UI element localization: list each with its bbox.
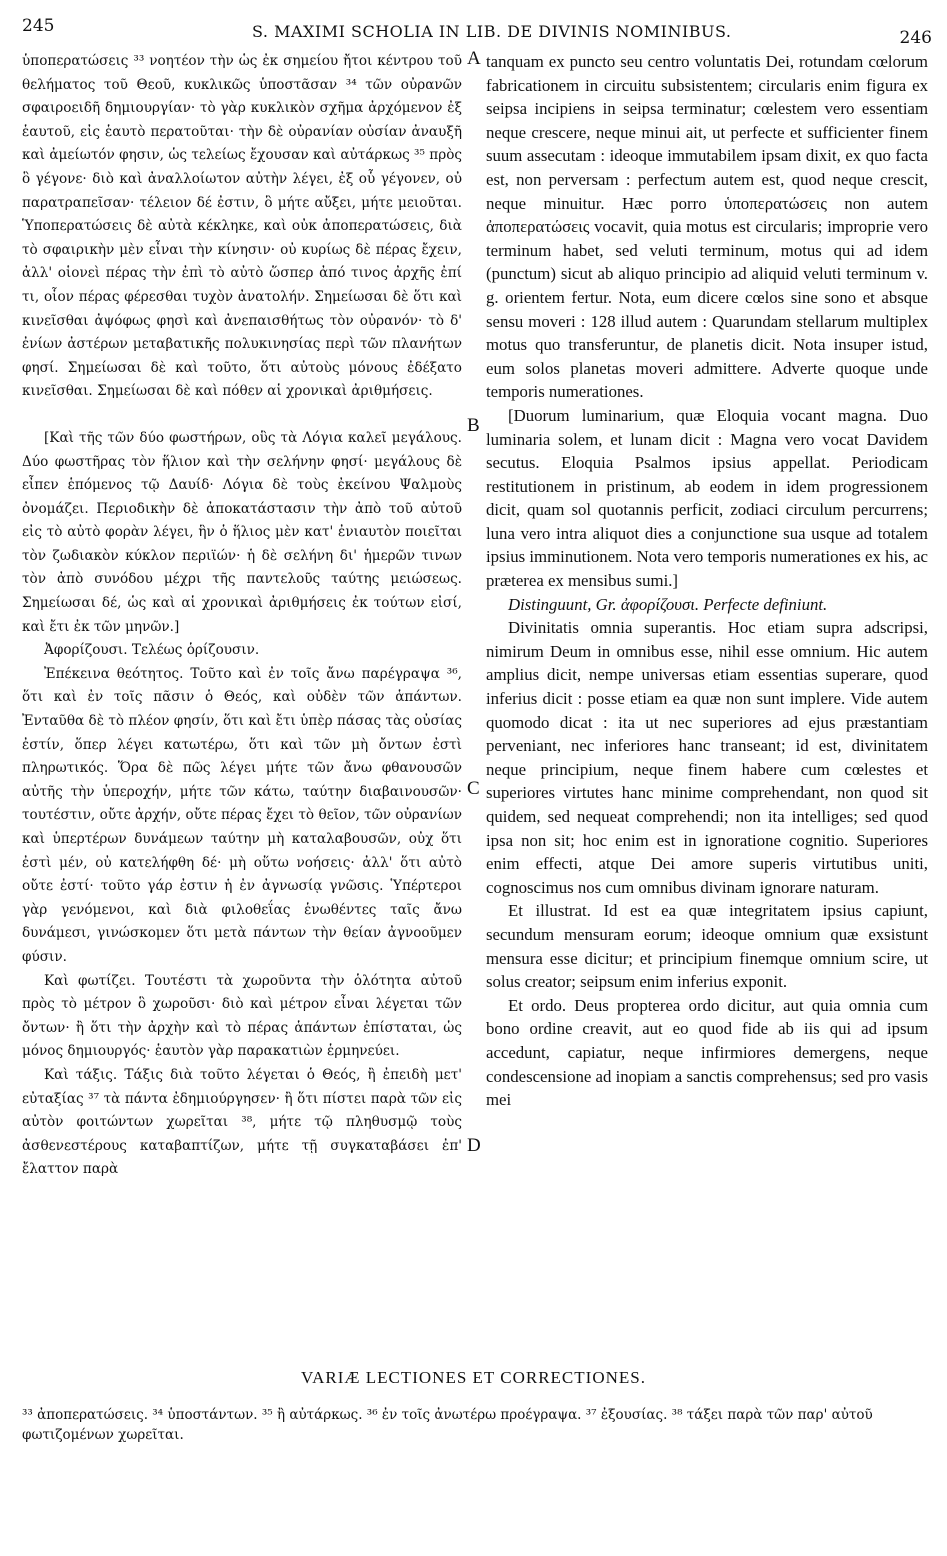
latin-column xyxy=(486,50,928,1112)
page-number-left: 245 xyxy=(22,16,55,36)
latin-paragraph-3: Distinguunt, Gr. ἀφορίζουσι. Perfecte definiunt. xyxy=(508,594,828,614)
page-header xyxy=(22,14,932,48)
running-title: S. MAXIMI SCHOLIA IN LIB. DE DIVINIS NOMINIBUS. xyxy=(252,22,732,41)
latin-paragraph-4: Divinitatis omnia superantis. Hoc etiam supra adscripsi, nimirum Deum in omnibus esse, nihil esse omnium. Hic autem amplius dicit, nempe universas etiam essentias superare, quod inferius dicit : posse etiam ea quæ non sunt implere. Vide autem quomodo dicat : ita ut nec superiores ad ejus præstantiam perveniant, nec inferiores hanc transeant; id est, divinitatem neque principium, neque finem habere cum cœlestes et superiores virtutes hanc minime comprehendant, non quod sit quidem, sed nequeat comprehendi; non ita intelliges; sed quod ipsa non sit; hoc enim est in ignoratione cognitio. Superiores enim effecti, atque Dei amore superis virtutibus uniti, cognoscimus nos cum omnibus divinam ignorare naturam. xyxy=(486,618,928,897)
greek-paragraph-3: Ἀφορίζουσι. Τελέως ὁρίζουσιν. xyxy=(44,642,260,659)
greek-paragraph-2: [Καὶ τῆς τῶν δύο φωστήρων, οὓς τὰ Λόγια καλεῖ μεγάλους. Δύο φωστῆρας τὸν ἥλιον καὶ τὴν σελήνην φησί· μεγάλους δὲ εἶπεν ἑπόμενος τῷ Δαυίδ· Λόγια δὲ τοὺς ἐκείνου Ψαλμοὺς ὀνομάζει. Περιοδικὴν δὲ ἀποκατάστασιν τὴν ἀπὸ τοῦ αὐτοῦ εἰς τὸ αὐτὸ φορὰν λέγει, ἣν ὁ ἥλιος μὲν κατ' ἐνιαυτὸν ποιεῖται τὸν ζωδιακὸν κύκλον περιϊών· ἡ δὲ σελήνη δι' ἡμερῶν τινων τὸν ἀπὸ συνόδου μέχρι τῆς παντελοῦς ταύτης μειώσεως. Σημείωσαι δέ, ὡς καὶ αἱ χρονικαὶ ἀριθμήσεις ἐκ τούτων εἰσί, καὶ ἔτι ἐκ τῶν μηνῶν.] xyxy=(22,429,462,635)
latin-paragraph-2: [Duorum luminarium, quæ Eloquia vocant magna. Duo luminaria solem, et lunam dicit : Magna vero vocat Davidem secutus. Eloquia Psalmos ipsius appellat. Periodicam restitutionem in pristinum, ab eodem in idem progressionem dicit, quam sol quotannis perficit, zodiaci circulum percurrens; luna vero intra aliquot dies a conjunctione sua usque ad totalem ipsius imminutionem. Nota vero temporis numerationes ex his, ac præterea ex mensibus sumi.] xyxy=(486,405,928,591)
margin-letter-b: B xyxy=(467,415,480,436)
latin-paragraph-5: Et illustrat. Id est ea quæ integritatem ipsius capiunt, secundum mensuram eorum; ideoque omnium quæ exsistunt mensura esse dicitur; et principium finemque omnium scire, ut solus creator; seipsum enim inferius exponit. xyxy=(486,901,928,992)
latin-paragraph-1: tanquam ex puncto seu centro voluntatis Dei, rotundam cœlorum fabricationem in circuitu subsistentem; circularis enim figura ex seipsa incipiens in seipsa terminatur; cœlestem vero essentiam neque crescere, neque minui ait, ut perfecte et sufficienter finem suum assecutam : ideoque immutabilem ipsam dixit, ex quo facta est, non perversam : perfectum autem est, quod neque crescit, neque minuitur. Hæc porro ὑποπερατώσεις non autem ἀποπερατώσεις vocavit, quia motus est circularis; improprie vero terminum habet, sed veluti terminum, motus qui ad idem (punctum) sicut ab aliquo principio ad aliquid veluti terminum v. g. orientem fertur. Nota, eum dicere cœlos sine sono et absque sensu moveri : 128 illud autem : Quarundam stellarum multiplex motus quo transferuntur, de planetis dicit. Nota insuper istud, eum solos planetas moveri admittere. Adverte quoque unde temporis numerationes. xyxy=(486,52,928,402)
margin-letter-a: A xyxy=(467,48,481,69)
margin-letter-d: D xyxy=(467,1135,481,1156)
greek-paragraph-5: Καὶ φωτίζει. Τουτέστι τὰ χωροῦντα τὴν ὁλότητα αὐτοῦ πρὸς τὸ μέτρον ὃ χωροῦσι· διὸ καὶ μέτρον εἶναι λέγεται τῶν ὄντων· ἢ ὅτι τὴν ἀρχὴν καὶ τὸ πέρας ἁπάντων ἐπίσταται, ὡς μόνος δημιουργός· ἑαυτὸν γὰρ παρακατιὼν ἑρμηνεύει. xyxy=(22,972,462,1060)
page-number-right: 246 xyxy=(899,28,932,48)
greek-paragraph-1: ὑποπερατώσεις ³³ νοητέον τὴν ὡς ἐκ σημείου ἤτοι κέντρου τοῦ θελήματος τοῦ Θεοῦ, κυκλικῶς ὑποστᾶσαν ³⁴ τῶν οὐρανῶν σφαιροειδῆ δημιουργίαν· τὸ γὰρ κυκλικὸν σχῆμα ἀρχόμενον ἐξ ἑαυτοῦ, εἰς ἑαυτὸ περατοῦται· τὴν δὲ οὐρανίαν οὐσίαν ἀναυξῆ καὶ ἀμείωτόν φησιν, ὡς τελείως ἔχουσαν καὶ αὐτάρκως ³⁵ πρὸς ὃ γέγονε· διὸ καὶ ἀναλλοίωτον αὐτὴν λέγει, ἐξ οὗ γέγονεν, οὐ παρατραπεῖσαν· τέλειον δέ ἐστιν, ὃ μήτε αὔξει, μήτε μειοῦται. Ὑποπερατώσεις δὲ αὐτὰ κέκληκε, καὶ οὐκ ἀποπερατώσεις, διὰ τὸ σφαιρικὴν μὲν εἶναι τὴν κίνησιν· οὐ κυρίως δὲ πέρας ἔχειν, ἀλλ' οἱονεὶ πέρας τὴν ἐπὶ τὸ αὐτὸ ὥσπερ ἀπό τινος ἀρχῆς ἐπί τι, οἷον πέρας φέρεσθαι τυχὸν ἀνατολήν. Σημείωσαι δὲ ὅτι καὶ κινεῖσθαι ἀψόφως φησὶ καὶ ἀνεπαισθήτως τὸν οὐρανόν· τὸ δ' ἐνίων ἀστέρων μεταβατικῆς πολυκινησίας περὶ τῶν πλανήτων φησί. Σημείωσαι δὲ καὶ τοῦτο, ὅτι αὐτοὺς μόνους ἐδέξατο κινεῖσθαι. Σημείωσαι δὲ καὶ πόθεν αἱ χρονικαὶ ἀριθμήσεις. xyxy=(22,53,462,400)
greek-column xyxy=(22,50,462,1182)
greek-paragraph-6: Καὶ τάξις. Τάξις διὰ τοῦτο λέγεται ὁ Θεός, ἢ ἐπειδὴ μετ' εὐταξίας ³⁷ τὰ πάντα ἐδημιούργησεν· ἢ ὅτι πίστει παρὰ τῶν εἰς αὐτὸν φοιτώντων χωρεῖται ³⁸, μήτε τῷ πληθυσμῷ τοὺς ἀσθενεστέρους καταβαπτίζων, μήτε τῇ συγκαταβάσει ἐπ' ἔλαττον παρὰ xyxy=(22,1066,462,1178)
greek-paragraph-4: Ἐπέκεινα θεότητος. Τοῦτο καὶ ἐν τοῖς ἄνω παρέγραψα ³⁶, ὅτι καὶ ἐν τοῖς πᾶσιν ὁ Θεός, καὶ οὐδὲν τῶν ἁπάντων. Ἐνταῦθα δὲ τὸ πλέον φησίν, ὅτι καὶ ἔτι ὑπὲρ πάσας τὰς οὐσίας ἐστίν, ὅπερ λέγει κατωτέρω, ὅτι καὶ τῶν μὴ ὄντων ἐστὶ πληρωτικός. Ὅρα δὲ πῶς λέγει μήτε τῶν ἄνω φθανουσῶν αὐτῆς τὴν ὑπεροχήν, μήτε τῶν κάτω, ταύτην διαβαινουσῶν· τουτέστιν, οὔτε ἀρχήν, οὔτε πέρας ἔχει τὸ θεῖον, τῶν οὐρανίων καὶ ὑπερτέρων δυνάμεων ταύτην μὴ καταλαβουσῶν, οὐχ ὅτι ἐστὶ μέν, οὐ κατελήφθη δέ· μὴ οὕτω νοήσεις· ἀλλ' ὅτι αὐτὸ οὔτε ἐστί· τοῦτο γάρ ἐστιν ἡ ἐν ἀγνωσίᾳ γνῶσις. Ὑπέρτεροι γὰρ γενόμενοι, καὶ διὰ φιλοθεΐας ἑνωθέντες ταῖς ἄνω δυνάμεσι, γινώσκομεν ὅτι μετὰ πάντων τὴν θείαν ἀγνοοῦμεν φύσιν. xyxy=(22,665,462,965)
footnotes: ³³ ἀποπερατώσεις. ³⁴ ὑποστάντων. ³⁵ ἢ αὐτάρκως. ³⁶ ἐν τοῖς ἀνωτέρω προέγραψα. ³⁷ ἐξουσίας. ³⁸ τάξει παρὰ τῶν παρ' αὐτοῦ φωτιζομένων χωρεῖται. xyxy=(22,1407,873,1443)
variae-lectiones-heading: VARIÆ LECTIONES ET CORRECTIONES. xyxy=(301,1368,646,1387)
margin-letter-c: C xyxy=(467,778,480,799)
latin-paragraph-6: Et ordo. Deus propterea ordo dicitur, aut quia omnia cum bono ordine creavit, aut eo quod fide ab iis qui ad ipsum accedunt, capiatur, neque infirmiores demergens, neque condescensione ad inopiam a sanctis comprehensus; sed pro vasis mei xyxy=(486,995,928,1110)
